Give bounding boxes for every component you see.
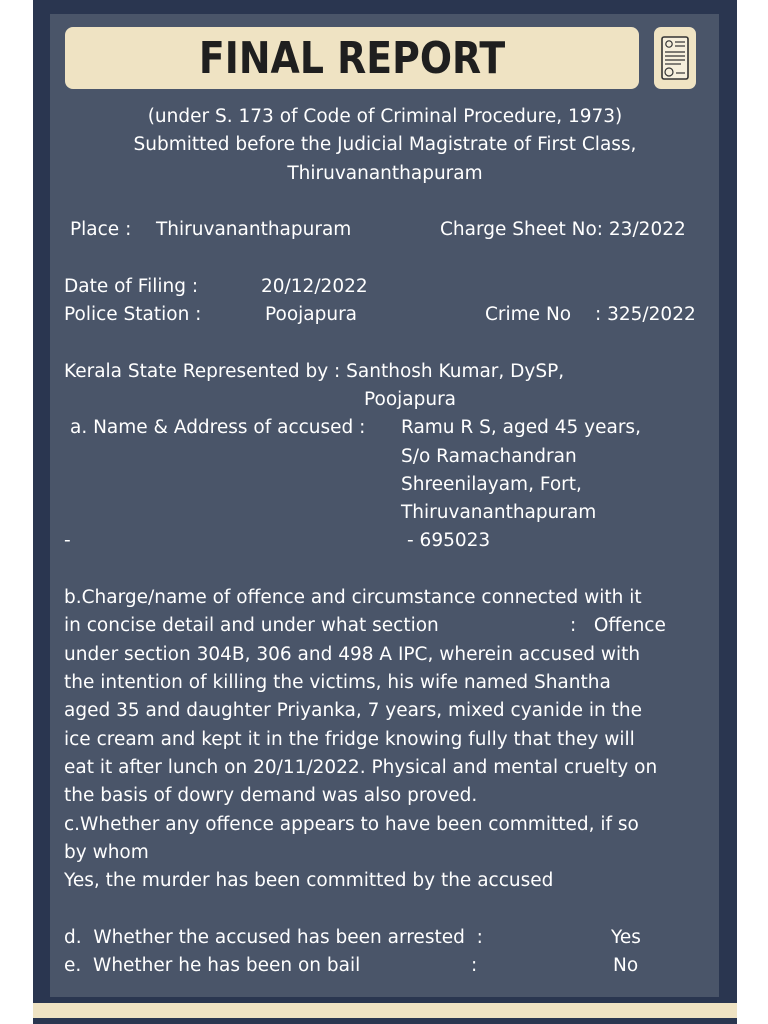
charge-sheet-no: Charge Sheet No: 23/2022 [440,219,686,240]
subtitle-line-3: Thiruvananthapuram [287,163,483,184]
charge-line-8: the basis of dowry demand was also proved. [64,785,478,806]
charge-line-2b: : Offence [570,615,666,636]
date-of-filing-label: Date of Filing : [64,276,199,297]
police-station-label: Police Station : [64,304,202,325]
accused-label: a. Name & Address of accused : [70,417,366,438]
crime-no-label: Crime No [485,304,572,325]
crime-no-value: : 325/2022 [595,304,696,325]
place-value: Thiruvananthapuram [156,219,352,240]
offence-line-1: c.Whether any offence appears to have been committed, if so [64,814,639,835]
accused-dash: - [64,530,71,551]
subtitle-line-2: Submitted before the Judicial Magistrate of First Class, [133,134,637,155]
bail-value: No [613,955,639,976]
accused-line-3: Shreenilayam, Fort, [401,474,582,495]
charge-line-5: aged 35 and daughter Priyanka, 7 years, mixed cyanide in the [64,700,642,721]
charge-line-6: ice cream and kept it in the fridge knowing fully that they will [64,729,635,750]
charge-line-2a: in concise detail and under what section [64,615,439,636]
date-of-filing-value: 20/12/2022 [261,276,368,297]
bail-label: e. Whether he has been on bail [64,955,361,976]
charge-line-4: the intention of killing the victims, his wife named Shantha [64,672,611,693]
charge-line-1: b.Charge/name of offence and circumstance connected with it [64,587,642,608]
accused-line-1: Ramu R S, aged 45 years, [401,417,641,438]
accused-line-2: S/o Ramachandran [401,446,577,467]
subtitle-line-1: (under S. 173 of Code of Criminal Procedure, 1973) [147,106,623,127]
police-station-value: Poojapura [265,304,358,325]
arrested-value: Yes [611,927,641,948]
charge-line-3: under section 304B, 306 and 498 A IPC, wherein accused with [64,644,641,665]
bail-colon: : [471,955,478,976]
accused-line-4: Thiruvananthapuram [401,502,597,523]
represented-by: Kerala State Represented by : Santhosh Kumar, DySP, [64,361,565,382]
place-label: Place : [70,219,132,240]
accused-pin: - 695023 [407,530,491,551]
legal-document-icon [654,27,696,89]
offence-line-3: Yes, the murder has been committed by the accused [64,870,554,891]
offence-line-2: by whom [64,842,149,863]
arrested-label: d. Whether the accused has been arrested : [64,927,483,948]
charge-line-7: eat it after lunch on 20/11/2022. Physical and mental cruelty on [64,757,658,778]
document-panel [50,14,719,997]
bottom-strip [33,1003,737,1018]
title-banner [65,27,639,89]
page-title: FINAL REPORT [198,32,506,84]
represented-by-line-2: Poojapura [364,389,457,410]
